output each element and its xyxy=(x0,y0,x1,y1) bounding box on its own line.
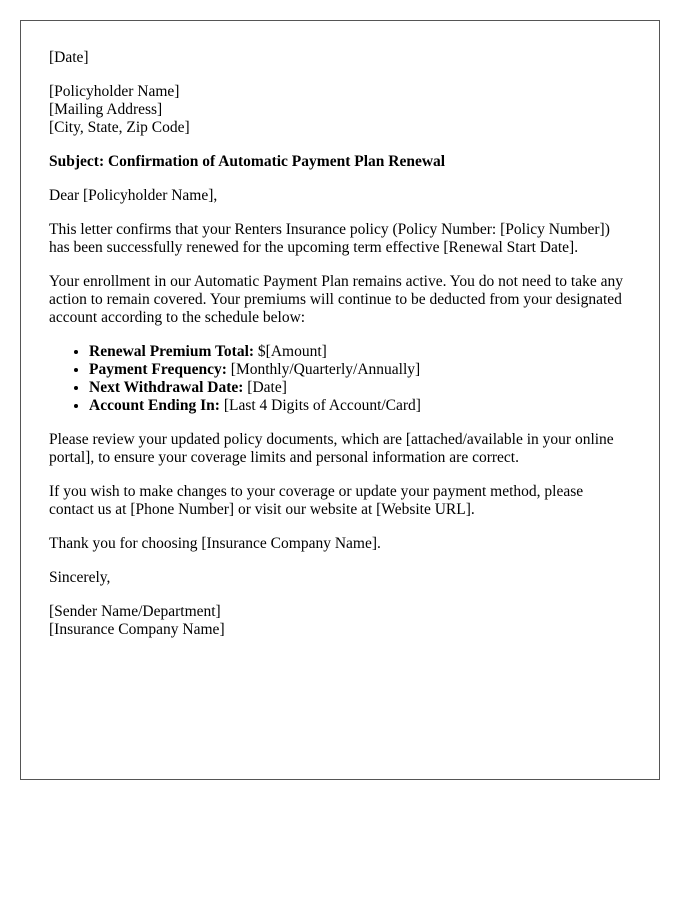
letter-salutation: Dear [Policyholder Name], xyxy=(49,187,218,204)
detail-value: [Date] xyxy=(243,379,287,396)
detail-value: $[Amount] xyxy=(254,343,327,360)
letter-subject: Subject: Confirmation of Automatic Payment Plan Renewal xyxy=(49,153,446,170)
recipient-name: [Policyholder Name] xyxy=(49,83,180,100)
recipient-city-state-zip: [City, State, Zip Code] xyxy=(49,119,190,136)
letter-thanks: Thank you for choosing [Insurance Company Name]. xyxy=(49,535,381,552)
sender-company: [Insurance Company Name] xyxy=(49,621,225,638)
paragraph-renewal-confirmation: This letter confirms that your Renters Insurance policy (Policy Number: [Policy Number]) has been successfully renewed for the upcoming term effective [Renewal Start Date]. xyxy=(49,221,610,256)
list-item-next-withdrawal xyxy=(89,379,631,397)
recipient-address-block xyxy=(49,83,631,137)
list-item-renewal-premium xyxy=(89,343,631,361)
detail-label: Next Withdrawal Date: xyxy=(89,379,244,396)
letter-date: [Date] xyxy=(49,49,89,66)
paragraph-review-documents: Please review your updated policy documents, which are [attached/available in your online portal], to ensure your coverage limits and personal information are correct. xyxy=(49,431,614,466)
list-item-account-ending xyxy=(89,397,631,415)
recipient-mailing-address: [Mailing Address] xyxy=(49,101,163,118)
detail-label: Account Ending In: xyxy=(89,397,220,414)
letter-closing: Sincerely, xyxy=(49,569,111,586)
sender-department: [Sender Name/Department] xyxy=(49,603,221,620)
detail-value: [Monthly/Quarterly/Annually] xyxy=(226,361,421,378)
sender-signature-block xyxy=(49,603,631,639)
list-item-payment-frequency xyxy=(89,361,631,379)
detail-value: [Last 4 Digits of Account/Card] xyxy=(219,397,421,414)
paragraph-contact-info: If you wish to make changes to your coverage or update your payment method, please contact us at [Phone Number] or visit our website at [Website URL]. xyxy=(49,483,584,518)
paragraph-auto-payment: Your enrollment in our Automatic Payment Plan remains active. You do not need to take any action to remain covered. Your premiums will continue to be deducted from your designated account according to the schedule below: xyxy=(49,273,623,326)
detail-label: Renewal Premium Total: xyxy=(89,343,255,360)
detail-label: Payment Frequency: xyxy=(89,361,227,378)
letter-page xyxy=(20,20,660,780)
payment-details-list xyxy=(49,343,631,415)
